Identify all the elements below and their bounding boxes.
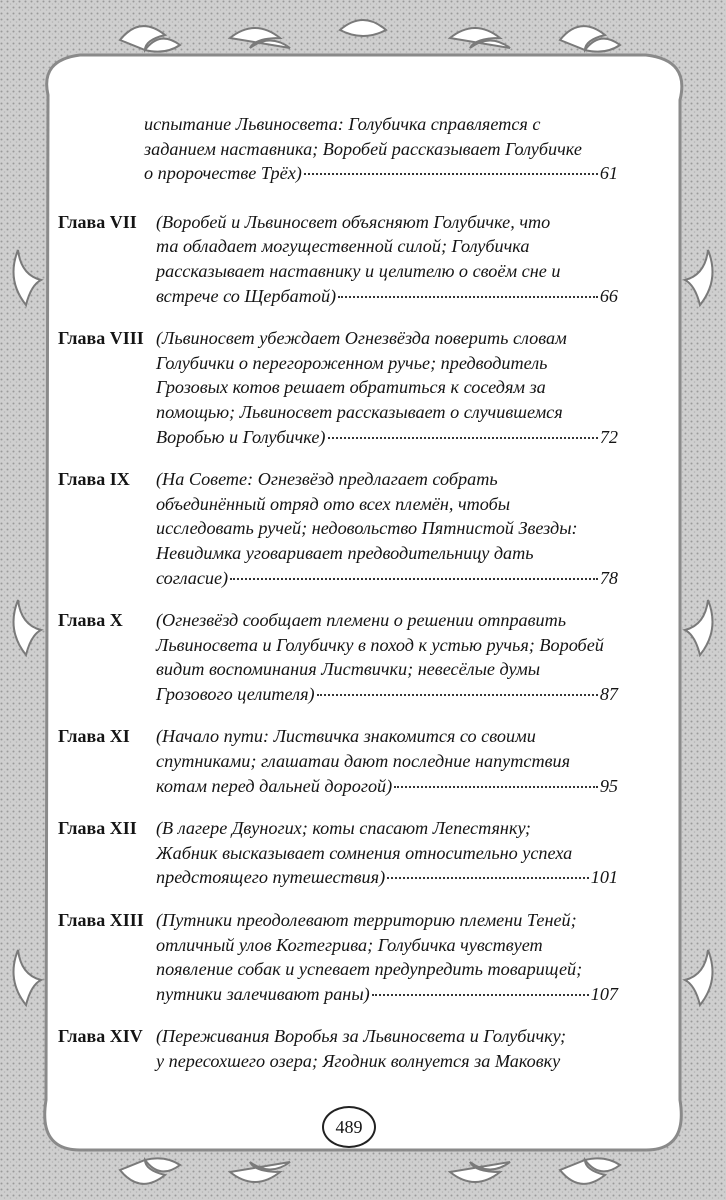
- leader-dots: [394, 786, 598, 788]
- leader-dots: [328, 437, 598, 439]
- summary-line: предстоящего путешествия): [156, 867, 386, 888]
- toc-entry: [58, 608, 618, 706]
- summary-line: о пророчестве Трёх): [144, 163, 302, 184]
- page-ref: 72: [599, 426, 618, 447]
- summary-line: путники залечивают раны): [156, 983, 370, 1004]
- leader-dots: [338, 296, 598, 298]
- summary-line: котам перед дальней дорогой): [156, 775, 393, 796]
- summary-line: Воробью и Голубичке): [156, 426, 326, 447]
- chapter-summary: [156, 908, 618, 1006]
- summary-line: видит воспоминания Листвички; невесёлые думы: [156, 659, 541, 680]
- summary-line: (Воробей и Львиносвет объясняют Голубичке, что: [156, 211, 551, 232]
- summary-line: Львиносвета и Голубичку в поход к устью ручья; Воробей: [156, 634, 604, 655]
- summary-last-line: [156, 774, 618, 799]
- chapter-summary: [156, 1024, 618, 1073]
- summary-line: (Львиносвет убеждает Огнезвёзда поверить словам: [156, 328, 567, 349]
- chapter-label: Глава XI: [58, 726, 130, 747]
- toc-entry: [58, 1024, 618, 1073]
- toc-entry: [58, 908, 618, 1006]
- chapter-label: Глава XII: [58, 818, 137, 839]
- summary-line: отличный улов Когтегрива; Голубичка чувствует: [156, 934, 543, 955]
- toc-entry: [58, 816, 618, 890]
- chapter-summary: [156, 608, 618, 706]
- summary-last-line: [144, 161, 618, 186]
- summary-line: заданием наставника; Воробей рассказывает Голубичке: [144, 138, 582, 159]
- leader-dots: [304, 173, 598, 175]
- chapter-summary: [144, 112, 618, 186]
- summary-line: (Огнезвёзд сообщает племени о решении отправить: [156, 610, 567, 631]
- leader-dots: [230, 578, 598, 580]
- toc-entry: [58, 210, 618, 308]
- summary-line: рассказывает наставнику и целителю о своём сне и: [156, 260, 561, 281]
- summary-last-line: [156, 566, 618, 591]
- page-ref: 95: [599, 775, 618, 796]
- table-of-contents: [58, 112, 618, 1092]
- leader-dots: [317, 694, 598, 696]
- page-ref: 87: [599, 683, 618, 704]
- leader-dots: [372, 994, 589, 996]
- leader-dots: [387, 877, 589, 879]
- summary-line: объединённый отряд ото всех племён, чтобы: [156, 493, 511, 514]
- summary-line: у пересохшего озера; Ягодник волнуется за Маковку: [156, 1051, 561, 1071]
- summary-last-line: [156, 982, 618, 1007]
- summary-line: (В лагере Двуногих; коты спасают Лепестянку;: [156, 818, 531, 839]
- summary-line: Голубички о перегороженном ручье; предводитель: [156, 352, 548, 373]
- summary-line: испытание Львиносвета: Голубичка справляется с: [144, 114, 541, 134]
- chapter-summary: [156, 210, 618, 308]
- summary-line: (Переживания Воробья за Львиносвета и Голубичку;: [156, 1026, 567, 1047]
- summary-line: Грозовых котов решает обратиться к соседям за: [156, 377, 546, 398]
- chapter-summary: [156, 724, 618, 798]
- chapter-label: Глава XIII: [58, 910, 144, 931]
- summary-line: согласие): [156, 567, 229, 588]
- summary-line: (Путники преодолевают территорию племени Теней;: [156, 910, 577, 931]
- summary-line: Невидимка уговаривает предводительницу дать: [156, 542, 534, 563]
- summary-line: Грозового целителя): [156, 683, 315, 704]
- chapter-label: Глава IX: [58, 469, 130, 490]
- summary-line: появление собак и успевает предупредить товарищей;: [156, 959, 583, 980]
- page-ref: 107: [590, 983, 618, 1004]
- page-ref: 66: [599, 285, 618, 306]
- toc-entry: [58, 326, 618, 449]
- summary-last-line: [156, 425, 618, 450]
- summary-line: Жабник высказывает сомнения относительно успеха: [156, 842, 573, 863]
- summary-last-line: [156, 284, 618, 309]
- summary-line: спутниками; глашатаи дают последние напутствия: [156, 751, 571, 772]
- summary-line: (На Совете: Огнезвёзд предлагает собрать: [156, 469, 498, 490]
- chapter-label: Глава X: [58, 610, 123, 631]
- chapter-summary: [156, 326, 618, 449]
- summary-line: исследовать ручей; недовольство Пятнистой Звезды:: [156, 518, 578, 539]
- toc-entry: [58, 112, 618, 186]
- toc-entry: [58, 724, 618, 798]
- summary-line: встрече со Щербатой): [156, 285, 337, 306]
- page-number: 489: [322, 1106, 376, 1148]
- summary-line: та обладает могущественной силой; Голубичка: [156, 236, 530, 257]
- chapter-label: Глава XIV: [58, 1026, 143, 1047]
- chapter-label: Глава VII: [58, 211, 137, 232]
- page-ref: 78: [599, 567, 618, 588]
- summary-line: помощью; Львиносвет рассказывает о случившемся: [156, 401, 563, 422]
- page-ref: 101: [590, 867, 618, 888]
- page-ref: 61: [599, 163, 618, 184]
- chapter-summary: [156, 467, 618, 590]
- summary-line: (Начало пути: Листвичка знакомится со своими: [156, 726, 536, 747]
- toc-entry: [58, 467, 618, 590]
- chapter-summary: [156, 816, 618, 890]
- summary-last-line: [156, 865, 618, 890]
- summary-last-line: [156, 682, 618, 707]
- chapter-label: Глава VIII: [58, 328, 144, 349]
